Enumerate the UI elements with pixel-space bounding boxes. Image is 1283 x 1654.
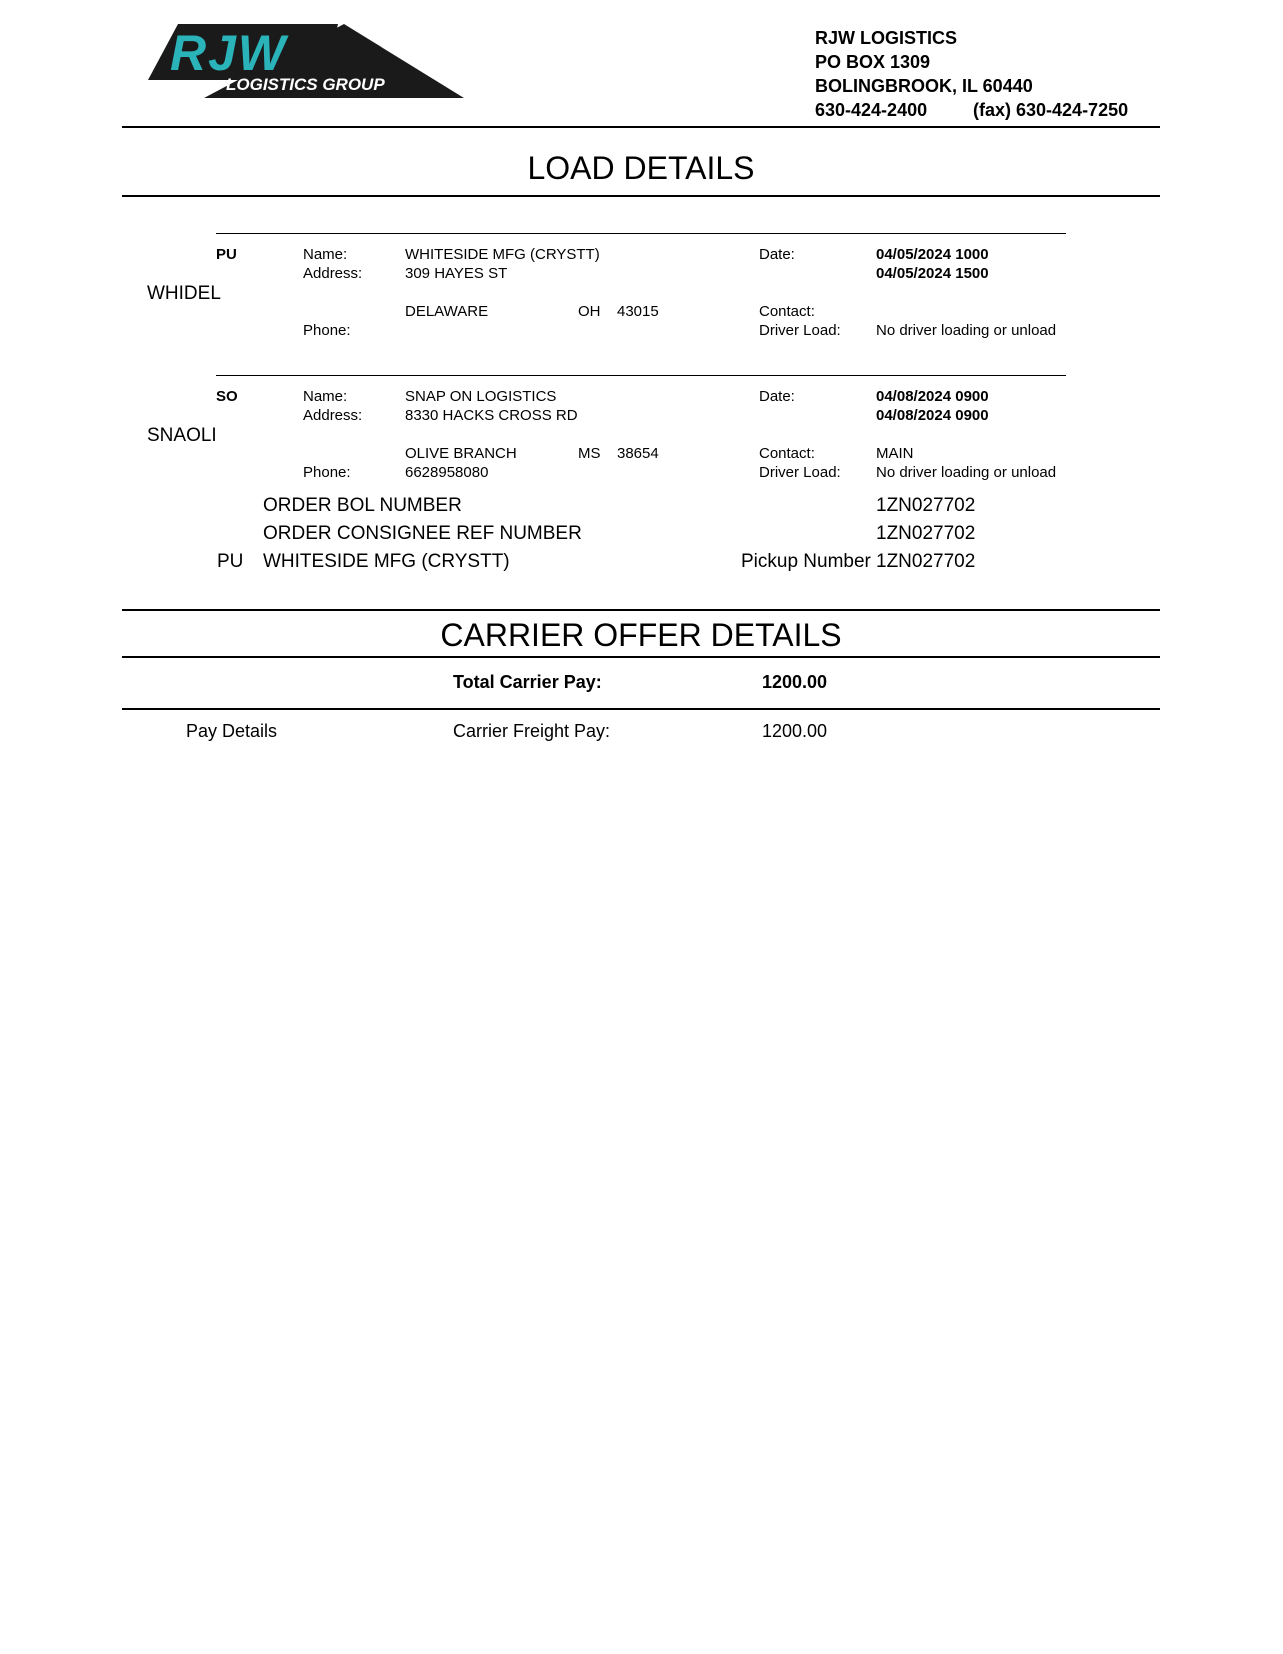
stop-city: OLIVE BRANCH xyxy=(405,445,517,462)
reference-prefix: PU xyxy=(217,551,244,572)
pay-details-label: Pay Details xyxy=(186,721,278,741)
carrier-offer-title: CARRIER OFFER DETAILS xyxy=(440,617,842,653)
reference-label: ORDER CONSIGNEE REF NUMBER xyxy=(263,523,582,544)
stop-code: SNAOLI xyxy=(147,425,217,446)
reference-label: ORDER BOL NUMBER xyxy=(263,495,462,516)
stop-address: 309 HAYES ST xyxy=(405,265,508,282)
stop-type: PU xyxy=(216,246,237,263)
stop-code: WHIDEL xyxy=(147,283,221,304)
stop-phone: 6628958080 xyxy=(405,464,489,481)
company-fax: (fax) 630-424-7250 xyxy=(973,100,1129,120)
date-label: Date: xyxy=(759,246,795,263)
address-label: Address: xyxy=(303,407,363,424)
stop-date-from: 04/05/2024 1000 xyxy=(876,246,989,263)
header-divider xyxy=(122,126,1160,128)
stop-zip: 38654 xyxy=(617,445,659,462)
reference-label: WHITESIDE MFG (CRYSTT) xyxy=(263,551,510,572)
contact-label: Contact: xyxy=(759,445,815,462)
stop-zip: 43015 xyxy=(617,303,659,320)
reference-value: 1ZN027702 xyxy=(876,551,976,572)
load-details-title: LOAD DETAILS xyxy=(527,150,755,186)
carrier-freight-pay-label: Carrier Freight Pay: xyxy=(453,721,611,741)
stop-driver-load: No driver loading or unload xyxy=(876,464,1057,481)
name-label: Name: xyxy=(303,246,348,263)
total-pay-divider xyxy=(122,708,1160,710)
load-details-divider xyxy=(122,195,1160,197)
name-label: Name: xyxy=(303,388,348,405)
stop-name: SNAP ON LOGISTICS xyxy=(405,388,557,405)
stop-state: OH xyxy=(578,303,601,320)
stop-city: DELAWARE xyxy=(405,303,489,320)
svg-text:RJW: RJW xyxy=(170,25,288,81)
stop-date-to: 04/05/2024 1500 xyxy=(876,265,989,282)
rjw-logo xyxy=(148,24,468,104)
contact-label: Contact: xyxy=(759,303,815,320)
company-po-box: PO BOX 1309 xyxy=(815,52,931,72)
company-address-block xyxy=(815,26,1128,122)
driver-load-label: Driver Load: xyxy=(759,464,841,481)
stop-contact: MAIN xyxy=(876,445,914,462)
carrier-freight-pay-value: 1200.00 xyxy=(762,721,828,741)
stop-date-to: 04/08/2024 0900 xyxy=(876,407,989,424)
phone-label: Phone: xyxy=(303,464,351,481)
address-label: Address: xyxy=(303,265,363,282)
reference-value: 1ZN027702 xyxy=(876,495,976,516)
company-phone: 630-424-2400 xyxy=(815,100,928,120)
carrier-offer-divider xyxy=(122,656,1160,658)
total-carrier-pay-value: 1200.00 xyxy=(762,672,828,692)
svg-text:LOGISTICS GROUP: LOGISTICS GROUP xyxy=(226,75,385,94)
reference-value: 1ZN027702 xyxy=(876,523,976,544)
stop-address: 8330 HACKS CROSS RD xyxy=(405,407,578,424)
company-city: BOLINGBROOK, IL 60440 xyxy=(815,76,1033,96)
stop-driver-load: No driver loading or unload xyxy=(876,322,1057,339)
stop-separator xyxy=(216,233,1066,234)
stop-date-from: 04/08/2024 0900 xyxy=(876,388,989,405)
total-carrier-pay-label: Total Carrier Pay: xyxy=(453,672,602,692)
phone-label: Phone: xyxy=(303,322,351,339)
stop-name: WHITESIDE MFG (CRYSTT) xyxy=(405,246,600,263)
company-name: RJW LOGISTICS xyxy=(815,28,958,48)
reference-type: Pickup Number xyxy=(741,551,871,572)
date-label: Date: xyxy=(759,388,795,405)
stop-state: MS xyxy=(578,445,601,462)
stop-separator xyxy=(216,375,1066,376)
stop-type: SO xyxy=(216,388,238,405)
driver-load-label: Driver Load: xyxy=(759,322,841,339)
carrier-offer-top-divider xyxy=(122,609,1160,611)
